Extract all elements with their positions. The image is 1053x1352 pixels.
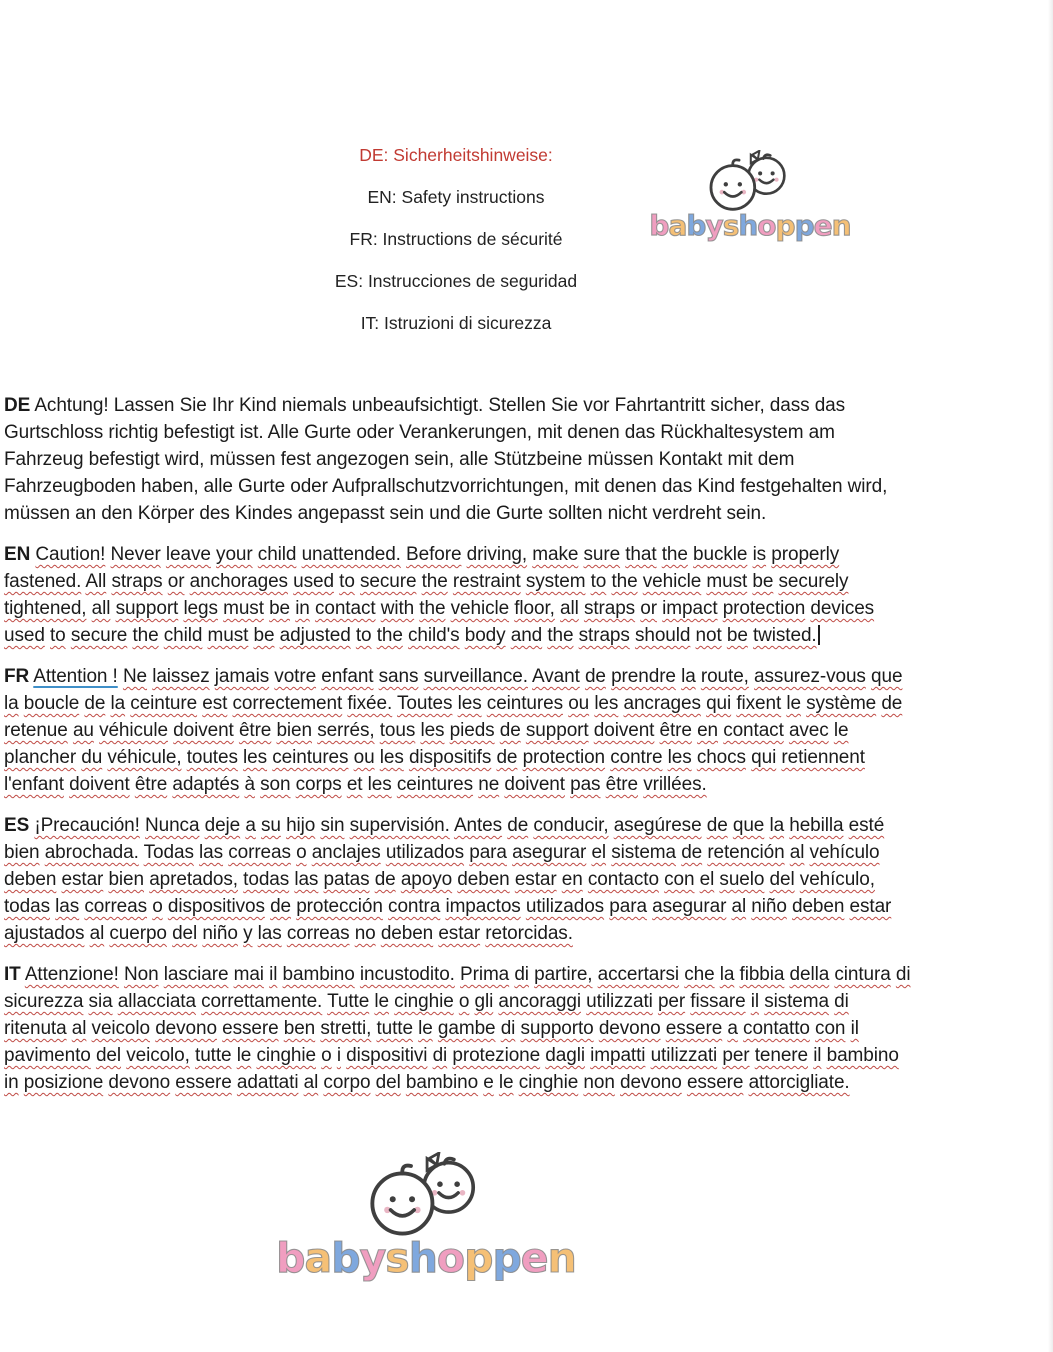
document-body: [4, 392, 916, 1110]
title-it[interactable]: IT: Istruzioni di sicurezza: [360, 313, 552, 333]
title-en[interactable]: EN: Safety instructions: [367, 187, 545, 207]
babies-faces-icon: [360, 1152, 492, 1240]
paragraph-de[interactable]: [4, 392, 916, 527]
language-label-fr: FR: [4, 666, 30, 687]
babyshoppen-logo-bottom: [268, 1152, 584, 1282]
paragraph-fr[interactable]: [4, 663, 916, 798]
babies-faces-icon: [702, 150, 798, 214]
title-fr[interactable]: FR: Instructions de sécurité: [349, 229, 563, 249]
title-es[interactable]: ES: Instrucciones de seguridad: [334, 271, 578, 291]
babyshoppen-logo-top: [646, 150, 854, 240]
page-right-edge: [1048, 0, 1053, 1352]
paragraph-fr-text: Ne laissez jamais votre enfant sans surveillance. Avant de prendre la route, assurez-vous que la boucle de la ceinture est correctement fixée. Toutes les ceintures ou les ancrages qui fixent le système de retenue au véhicule doivent être bien serrés, tous les pieds de support doivent être en contact avec le plancher du véhicule, toutes les ceintures ou les dispositifs de protection contre les chocs qui retiennent l'enfant doivent être adaptés à son corps et les ceintures ne doivent pas être vrillées.: [4, 666, 903, 795]
paragraph-de-text: Achtung! Lassen Sie Ihr Kind niemals unbeaufsichtigt. Stellen Sie vor Fahrtantritt sicher, dass das Gurtschloss richtig befestigt ist. Alle Gurte oder Verankerungen, mit denen das Rückhaltesystem am Fahrzeug befestigt wird, müssen fest angezogen sein, alle Stützbeine müssen Kontakt mit dem Fahrzeugboden haben, alle Gurte oder Aufprallschutzvorrichtungen, mit denen das Kind festgehalten wird, müssen an den Körper des Kindes angepasst sein und die Gurte sollten nicht verdreht sein.: [4, 395, 888, 524]
title-de[interactable]: DE: Sicherheitshinweise:: [359, 145, 553, 165]
paragraph-en-text: Caution! Never leave your child unattended. Before driving, make sure that the buckle is properly fastened. All straps or anchorages used to secure the restraint system to the vehicle must be securely tightened, all support legs must be in contact with the vehicle floor, all straps or impact protection devices used to secure the child must be adjusted to the child's body and the straps should not be twisted.: [4, 544, 875, 646]
language-label-es: ES: [4, 815, 30, 836]
paragraph-fr-grammar-flagged: Attention !: [33, 666, 118, 687]
paragraph-en[interactable]: [4, 541, 916, 649]
language-label-en: EN: [4, 544, 31, 565]
paragraph-es-text: ¡Precaución! Nunca deje a su hijo sin supervisión. Antes de conducir, asegúrese de que la hebilla esté bien abrochada. Todas las correas o anclajes utilizados para asegurar el sistema de retención al vehículo deben estar bien apretados, todas las patas de apoyo deben estar en contacto con el suelo del vehículo, todas las correas o dispositivos de protección contra impactos utilizados para asegurar al niño deben estar ajustados al cuerpo del niño y las correas no deben estar retorcidas.: [4, 815, 892, 944]
language-label-it: IT: [4, 964, 21, 985]
language-label-de: DE: [4, 395, 31, 416]
babyshoppen-wordmark: babyshoppen: [276, 1234, 576, 1282]
babyshoppen-wordmark: babyshoppen: [649, 209, 851, 242]
paragraph-it[interactable]: [4, 961, 916, 1096]
text-cursor: [818, 625, 820, 645]
paragraph-es[interactable]: [4, 812, 916, 947]
paragraph-it-text: Attenzione! Non lasciare mai il bambino incustodito. Prima di partire, accertarsi che la fibbia della cintura di sicurezza sia allacciata correttamente. Tutte le cinghie o gli ancoraggi utilizzati per fissare il sistema di ritenuta al veicolo devono essere ben stretti, tutte le gambe di supporto devono essere a contatto con il pavimento del veicolo, tutte le cinghie o i dispositivi di protezione dagli impatti utilizzati per tenere il bambino in posizione devono essere adattati al corpo del bambino e le cinghie non devono essere attorcigliate.: [4, 964, 911, 1093]
